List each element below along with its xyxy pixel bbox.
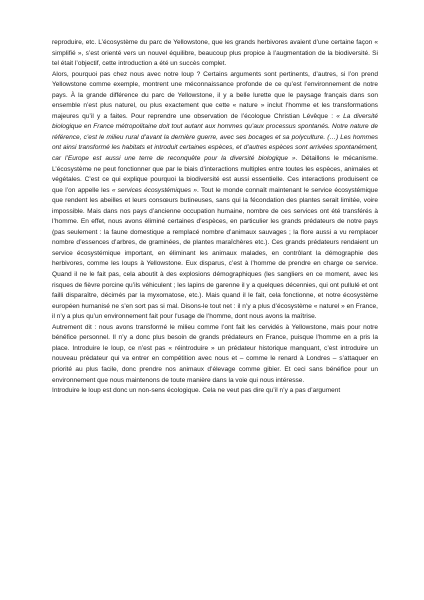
text-run: . Détaillons le mécanisme. L’écosystème ne peut fonctionner que par le biais d’interactions multiples entre toutes les espèces, animales et végétales. C’est ce qui explique pourquoi la biodiversité est aussi essentielle. Ces interactions produisent ce que l’on appelle les — [52, 155, 378, 194]
text-run: reproduire, etc. L’écosystème du parc de Yellowstone, que les grands herbivores avaient d’une certaine façon « simplifié », s’est orienté vers un nouvel équilibre, beaucoup plus propice à l’augmentation de la biodiversité. Si tel était l’objectif, cette introduction a été un succès complet. — [52, 39, 378, 68]
italic-quote: « services écosystémiques » — [111, 186, 197, 194]
paragraph — [52, 70, 378, 323]
text-run: . Tout le monde connaît maintenant le service écosystémique que rendent les abeilles et leurs consœurs butineuses, sans qui la fécondation des plantes serait limitée, voire impossible. Mais dans nos pays d’ancienne occupation humaine, nombre de ces services ont été transférés à l’homme. En effet, nous avons éliminé certaines d’espèces, en particulier les grands prédateurs de notre pays (pas seulement : la faune domestique a remplacé nombre d’animaux sauvages ; la flore aussi a vu remplacer nombre d’essences d’arbres, de graminées, de plantes maraîchères etc.). Ces grands prédateurs rendaient un service écosystémique important, en éliminant les animaux malades, en contrôlant la démographie des herbivores, comme les loups à Yellowstone. Eux disparus, c’est à l’homme de prendre en charge ce service. Quand il ne le fait pas, cela aboutit à des explosions démographiques (les sangliers en ce moment, avec les risques de fièvre porcine qu’ils véhiculent ; les lapins de garenne il y a quelques décennies, qui ont pullulé et ont failli disparaître, décimés par la myxomatose, etc.). Mais quand il le fait, cela fonctionne, et notre écosystème européen humanisé ne s’en sort pas si mal. Disons-le tout net : il n’y a plus d’écosystème « naturel » en France, il n’y a plus qu’un environnement fait pour l’usage de l’homme, dont nous avons la maîtrise. — [52, 186, 378, 321]
paragraph — [52, 323, 378, 386]
text-run: Alors, pourquoi pas chez nous avec notre loup ? Certains arguments sont pertinents, d’autres, si l’on prend Yellowstone comme exemple, montrent une méconnaissance profonde de ce qu’est l’environnement de notre pays. À la grande différence du parc de Yellowstone, il y a belle lurette que le paysage français dans son ensemble n’est plus naturel, ou plus exactement que cette « nature » inclut l’homme et les transformations majeures qu’il y a faites. Pour reprendre une observation de l’écologue Christian Lévêque : — [52, 70, 378, 120]
paragraph — [52, 386, 378, 397]
text-run: Autrement dit : nous avons transformé le milieu comme l’ont fait les cervidés à Yellowstone, mais pour notre bénéfice personnel. Il n’y a donc plus besoin de grands prédateurs en France, puisque l’homme en a pris la place. Introduire le loup, ce n’est pas « réintroduire » un prédateur historique manquant, c’est introduire un nouveau prédateur qui va entrer en compétition avec nous et – comme le renard à Londres – s’attaquer en priorité au plus facile, donc prendre nos animaux d’élevage comme gibier. Et ceci sans bénéfice pour un environnement que nous maintenons de toute manière dans la voie qui nous intéresse. — [52, 323, 378, 384]
paragraph — [52, 38, 378, 70]
italic-quote: « La diversité biologique en France métropolitaine doit tout autant aux hommes qu’aux processus spontanés. Notre nature de référence, c’est le milieu rural d’avant la dernière guerre, avec ses bocages et sa polyculture. (…) Les hommes ont ainsi transformé les habitats et introduit certaines espèces, et d’autres espèces sont arrivées spontanément, car l’Europe est aussi une terre de reconquête pour la diversité biologique » — [52, 112, 378, 163]
document-page — [52, 38, 378, 397]
text-run: Introduire le loup est donc un non-sens écologique. Cela ne veut pas dire qu’il n’y a pas d’argument — [52, 387, 341, 395]
